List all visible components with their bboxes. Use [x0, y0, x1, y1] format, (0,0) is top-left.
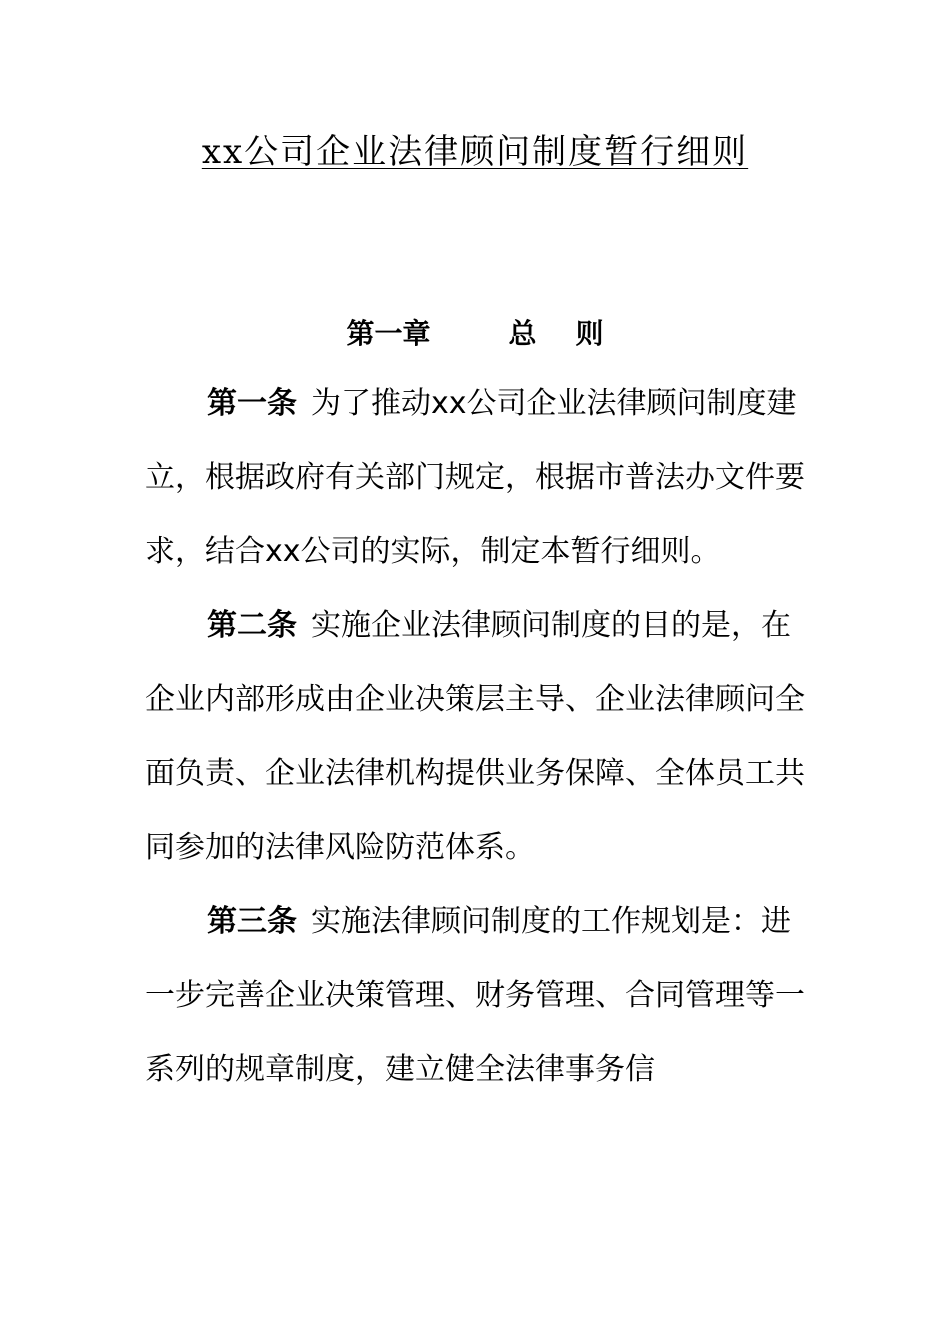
chapter-label: 第一章: [346, 317, 431, 350]
article-1-text: 为了推动xx公司企业法律顾问制度建立，根据政府有关部门规定，根据市普法办文件要求，结合xx公司的实际，制定本暂行细则。: [145, 386, 805, 569]
document-title-text: xx公司企业法律顾问制度暂行细则: [201, 132, 749, 172]
article-2-text: 实施企业法律顾问制度的目的是，在企业内部形成由企业决策层主导、企业法律顾问全面负责、企业法律机构提供业务保障、全体员工共同参加的法律风险防范体系。: [145, 608, 805, 865]
chapter-title: 总 则: [508, 317, 604, 350]
article-1-label: 第一条: [207, 386, 297, 421]
document-body: [145, 367, 807, 1107]
article-1: [145, 367, 807, 589]
article-2-label: 第二条: [207, 608, 297, 643]
article-3: [145, 885, 807, 1107]
chapter-heading: [0, 314, 950, 354]
article-3-text: 实施法律顾问制度的工作规划是：进一步完善企业决策管理、财务管理、合同管理等一系列的规章制度，建立健全法律事务信: [145, 904, 805, 1087]
article-2: [145, 589, 807, 885]
document-title: [0, 126, 950, 178]
article-3-label: 第三条: [207, 904, 297, 939]
